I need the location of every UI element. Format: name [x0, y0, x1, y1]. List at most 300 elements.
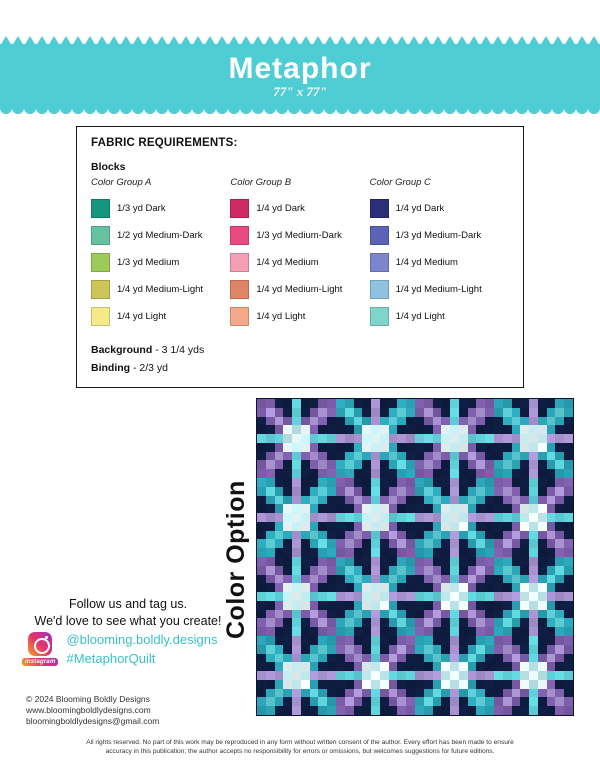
website-line[interactable]: www.bloomingboldlydesigns.com — [26, 705, 151, 715]
scallop-tooth — [120, 102, 132, 114]
quilt-patch — [512, 601, 521, 610]
quilt-patch — [485, 539, 494, 548]
quilt-patch — [397, 557, 406, 566]
quilt-patch — [275, 408, 284, 417]
quilt-patch — [336, 706, 345, 715]
quilt-patch — [494, 452, 503, 461]
quilt-patch — [512, 496, 521, 505]
quilt-patch — [301, 662, 310, 671]
quilt-patch — [538, 618, 547, 627]
quilt-patch — [450, 601, 459, 610]
quilt-patch — [503, 548, 512, 557]
quilt-patch — [415, 399, 424, 408]
quilt-patch — [433, 662, 442, 671]
scallop-tooth — [84, 102, 96, 114]
quilt-patch — [485, 399, 494, 408]
quilt-patch — [520, 689, 529, 698]
quilt-patch — [441, 654, 450, 663]
swatch-row — [370, 222, 509, 249]
quilt-patch — [371, 548, 380, 557]
scallop-tooth — [216, 102, 228, 114]
quilt-patch — [512, 539, 521, 548]
quilt-patch — [266, 531, 275, 540]
instagram-icon-group[interactable] — [22, 632, 58, 666]
quilt-patch — [354, 671, 363, 680]
quilt-patch — [345, 417, 354, 426]
quilt-patch — [529, 548, 538, 557]
quilt-patch — [485, 443, 494, 452]
quilt-patch — [450, 680, 459, 689]
quilt-patch — [450, 522, 459, 531]
quilt-patch — [354, 548, 363, 557]
quilt-patch — [318, 610, 327, 619]
quilt-patch — [380, 645, 389, 654]
quilt-patch — [336, 662, 345, 671]
quilt-patch — [459, 592, 468, 601]
quilt-patch — [327, 417, 336, 426]
quilt-patch — [459, 566, 468, 575]
quilt-patch — [336, 539, 345, 548]
quilt-patch — [318, 539, 327, 548]
quilt-patch — [459, 443, 468, 452]
rights-line-1: All rights reserved. No part of this work may be reproduced in any form without written consent of the author. Every effort has been made to ensure — [86, 739, 514, 746]
quilt-patch — [318, 680, 327, 689]
quilt-patch — [547, 408, 556, 417]
quilt-patch — [503, 654, 512, 663]
quilt-patch — [459, 434, 468, 443]
quilt-patch — [538, 487, 547, 496]
quilt-patch — [345, 399, 354, 408]
quilt-patch — [371, 706, 380, 715]
quilt-patch — [564, 478, 573, 487]
quilt-patch — [362, 601, 371, 610]
quilt-patch — [459, 504, 468, 513]
quilt-patch — [512, 557, 521, 566]
quilt-patch — [301, 487, 310, 496]
quilt-patch — [380, 610, 389, 619]
quilt-patch — [512, 443, 521, 452]
social-row[interactable] — [22, 632, 217, 666]
quilt-patch — [371, 618, 380, 627]
quilt-patch — [406, 618, 415, 627]
quilt-patch — [310, 478, 319, 487]
quilt-patch — [468, 680, 477, 689]
quilt-patch — [389, 469, 398, 478]
quilt-patch — [397, 417, 406, 426]
quilt-patch — [503, 522, 512, 531]
quilt-patch — [318, 417, 327, 426]
quilt-patch — [354, 522, 363, 531]
quilt-patch — [415, 513, 424, 522]
quilt-patch — [362, 645, 371, 654]
quilt-patch — [564, 443, 573, 452]
quilt-patch — [459, 425, 468, 434]
quilt-patch — [362, 452, 371, 461]
quilt-patch — [380, 548, 389, 557]
quilt-patch — [406, 531, 415, 540]
quilt-patch — [406, 575, 415, 584]
quilt-patch — [345, 610, 354, 619]
header-scallop-bottom — [0, 102, 600, 114]
binding-requirement — [91, 362, 509, 374]
quilt-patch — [520, 706, 529, 715]
quilt-patch — [283, 522, 292, 531]
quilt-patch — [476, 566, 485, 575]
quilt-patch — [538, 557, 547, 566]
quilt-patch — [538, 601, 547, 610]
quilt-patch — [520, 671, 529, 680]
quilt-patch — [459, 460, 468, 469]
quilt-patch — [476, 548, 485, 557]
quilt-patch — [275, 548, 284, 557]
quilt-patch — [468, 513, 477, 522]
quilt-patch — [292, 522, 301, 531]
quilt-patch — [494, 654, 503, 663]
scallop-tooth — [72, 102, 84, 114]
quilt-patch — [415, 487, 424, 496]
quilt-patch — [406, 671, 415, 680]
quilt-patch — [283, 557, 292, 566]
scallop-tooth — [0, 102, 12, 114]
quilt-patch — [362, 539, 371, 548]
quilt-patch — [441, 522, 450, 531]
quilt-patch — [310, 452, 319, 461]
quilt-patch — [520, 531, 529, 540]
instagram-handle[interactable]: @blooming.boldly.designs — [66, 632, 218, 647]
quilt-patch — [476, 592, 485, 601]
quilt-patch — [327, 548, 336, 557]
quilt-patch — [450, 496, 459, 505]
follow-text — [28, 596, 228, 630]
quilt-patch — [547, 417, 556, 426]
quilt-patch — [389, 645, 398, 654]
quilt-patch — [310, 460, 319, 469]
quilt-patch — [441, 645, 450, 654]
quilt-patch — [275, 539, 284, 548]
quilt-patch — [301, 610, 310, 619]
quilt-patch — [389, 636, 398, 645]
quilt-patch — [380, 531, 389, 540]
quilt-patch — [266, 557, 275, 566]
quilt-patch — [459, 417, 468, 426]
hashtag[interactable]: #MetaphorQuilt — [66, 651, 156, 666]
quilt-patch — [318, 601, 327, 610]
quilt-patch — [380, 706, 389, 715]
quilt-patch — [547, 478, 556, 487]
quilt-patch — [327, 460, 336, 469]
quilt-patch — [292, 689, 301, 698]
quilt-patch — [318, 460, 327, 469]
quilt-patch — [433, 522, 442, 531]
scallop-tooth — [456, 102, 468, 114]
quilt-patch — [433, 618, 442, 627]
quilt-patch — [424, 434, 433, 443]
quilt-patch — [345, 592, 354, 601]
quilt-patch — [389, 531, 398, 540]
quilt-patch — [310, 417, 319, 426]
scallop-tooth — [480, 102, 492, 114]
quilt-patch — [476, 478, 485, 487]
quilt-patch — [345, 496, 354, 505]
quilt-patch — [468, 443, 477, 452]
quilt-patch — [433, 496, 442, 505]
quilt-patch — [529, 478, 538, 487]
quilt-patch — [397, 618, 406, 627]
quilt-patch — [310, 469, 319, 478]
quilt-patch — [389, 583, 398, 592]
quilt-patch — [406, 478, 415, 487]
quilt-patch — [520, 513, 529, 522]
quilt-patch — [441, 443, 450, 452]
quilt-patch — [433, 592, 442, 601]
quilt-patch — [433, 452, 442, 461]
quilt-patch — [389, 496, 398, 505]
social-handles[interactable] — [66, 632, 217, 666]
quilt-patch — [415, 654, 424, 663]
quilt-patch — [485, 575, 494, 584]
quilt-patch — [476, 583, 485, 592]
quilt-patch — [371, 478, 380, 487]
quilt-patch — [380, 618, 389, 627]
quilt-patch — [529, 654, 538, 663]
quilt-patch — [275, 452, 284, 461]
quilt-patch — [406, 469, 415, 478]
quilt-patch — [362, 408, 371, 417]
quilt-patch — [485, 610, 494, 619]
quilt-patch — [371, 689, 380, 698]
quilt-patch — [441, 592, 450, 601]
quilt-patch — [503, 460, 512, 469]
quilt-patch — [397, 662, 406, 671]
quilt-patch — [345, 557, 354, 566]
quilt-patch — [406, 408, 415, 417]
quilt-patch — [397, 645, 406, 654]
quilt-patch — [485, 504, 494, 513]
quilt-patch — [397, 697, 406, 706]
quilt-patch — [283, 399, 292, 408]
quilt-patch — [301, 627, 310, 636]
swatch-label: 1/3 yd Medium — [117, 257, 180, 268]
quilt-patch — [459, 399, 468, 408]
quilt-patch — [485, 636, 494, 645]
quilt-patch — [406, 654, 415, 663]
quilt-patch — [283, 618, 292, 627]
quilt-patch — [389, 522, 398, 531]
quilt-patch — [380, 575, 389, 584]
quilt-patch — [529, 618, 538, 627]
quilt-patch — [485, 513, 494, 522]
scallop-tooth — [588, 102, 600, 114]
quilt-patch — [406, 443, 415, 452]
quilt-patch — [476, 399, 485, 408]
quilt-patch — [555, 575, 564, 584]
quilt-patch — [468, 548, 477, 557]
quilt-patch — [371, 654, 380, 663]
quilt-patch — [354, 460, 363, 469]
swatch-label: 1/3 yd Medium-Dark — [256, 230, 342, 241]
quilt-patch — [564, 460, 573, 469]
quilt-patch — [257, 557, 266, 566]
quilt-patch — [275, 487, 284, 496]
quilt-patch — [292, 618, 301, 627]
quilt-patch — [362, 662, 371, 671]
quilt-patch — [354, 618, 363, 627]
quilt-patch — [538, 478, 547, 487]
quilt-patch — [424, 408, 433, 417]
quilt-patch — [345, 548, 354, 557]
instagram-icon[interactable] — [28, 632, 52, 656]
scallop-tooth — [324, 102, 336, 114]
quilt-patch — [406, 706, 415, 715]
quilt-patch — [459, 575, 468, 584]
quilt-patch — [257, 654, 266, 663]
quilt-patch — [529, 697, 538, 706]
quilt-patch — [564, 636, 573, 645]
quilt-patch — [529, 408, 538, 417]
color-groups — [91, 177, 509, 330]
quilt-patch — [380, 636, 389, 645]
quilt-patch — [345, 575, 354, 584]
quilt-patch — [441, 610, 450, 619]
quilt-patch — [336, 478, 345, 487]
quilt-patch — [354, 636, 363, 645]
quilt-patch — [266, 654, 275, 663]
quilt-patch — [354, 662, 363, 671]
quilt-patch — [389, 452, 398, 461]
quilt-patch — [538, 496, 547, 505]
quilt-patch — [266, 601, 275, 610]
quilt-patch — [468, 566, 477, 575]
quilt-patch — [406, 522, 415, 531]
quilt-patch — [301, 539, 310, 548]
quilt-patch — [310, 689, 319, 698]
quilt-patch — [520, 408, 529, 417]
quilt-patch — [354, 478, 363, 487]
quilt-patch — [538, 531, 547, 540]
quilt-patch — [441, 460, 450, 469]
quilt-patch — [555, 513, 564, 522]
quilt-patch — [494, 662, 503, 671]
quilt-patch — [345, 618, 354, 627]
quilt-patch — [327, 697, 336, 706]
quilt-patch — [380, 539, 389, 548]
quilt-patch — [459, 487, 468, 496]
fabric-swatch — [370, 307, 389, 326]
quilt-patch — [538, 452, 547, 461]
quilt-patch — [441, 452, 450, 461]
quilt-patch — [415, 539, 424, 548]
quilt-patch — [476, 662, 485, 671]
quilt-patch — [380, 671, 389, 680]
quilt-patch — [547, 522, 556, 531]
quilt-patch — [415, 583, 424, 592]
quilt-patch — [538, 522, 547, 531]
quilt-patch — [520, 557, 529, 566]
quilt-patch — [310, 618, 319, 627]
quilt-patch — [512, 610, 521, 619]
quilt-patch — [547, 627, 556, 636]
quilt-patch — [555, 531, 564, 540]
quilt-patch — [503, 680, 512, 689]
fabric-swatch — [91, 199, 110, 218]
quilt-patch — [397, 654, 406, 663]
scallop-tooth — [60, 102, 72, 114]
quilt-patch — [415, 575, 424, 584]
quilt-patch — [380, 443, 389, 452]
quilt-patch — [494, 417, 503, 426]
quilt-patch — [564, 662, 573, 671]
quilt-patch — [292, 504, 301, 513]
quilt-patch — [564, 434, 573, 443]
scallop-tooth — [504, 102, 516, 114]
quilt-patch — [520, 583, 529, 592]
quilt-patch — [415, 697, 424, 706]
quilt-patch — [318, 399, 327, 408]
quilt-patch — [494, 645, 503, 654]
quilt-patch — [292, 539, 301, 548]
quilt-patch — [441, 417, 450, 426]
quilt-patch — [389, 487, 398, 496]
quilt-patch — [415, 434, 424, 443]
quilt-patch — [450, 592, 459, 601]
quilt-patch — [310, 557, 319, 566]
quilt-patch — [292, 417, 301, 426]
quilt-patch — [424, 460, 433, 469]
quilt-patch — [283, 636, 292, 645]
quilt-patch — [450, 452, 459, 461]
quilt-patch — [494, 566, 503, 575]
quilt-patch — [547, 443, 556, 452]
quilt-patch — [538, 671, 547, 680]
quilt-patch — [476, 680, 485, 689]
quilt-patch — [397, 601, 406, 610]
swatch-label: 1/3 yd Dark — [117, 203, 166, 214]
quilt-patch — [380, 557, 389, 566]
quilt-patch — [564, 399, 573, 408]
quilt-patch — [301, 575, 310, 584]
scallop-tooth — [192, 102, 204, 114]
quilt-patch — [494, 443, 503, 452]
quilt-patch — [380, 583, 389, 592]
quilt-patch — [406, 487, 415, 496]
quilt-patch — [336, 496, 345, 505]
email-line[interactable]: bloomingboldlydesigns@gmail.com — [26, 716, 160, 726]
quilt-patch — [529, 627, 538, 636]
swatch-row — [370, 249, 509, 276]
quilt-patch — [354, 425, 363, 434]
quilt-patch — [503, 443, 512, 452]
swatch-label: 1/4 yd Medium — [256, 257, 319, 268]
quilt-patch — [336, 434, 345, 443]
quilt-size: 77" x 77" — [273, 84, 327, 99]
quilt-patch — [283, 425, 292, 434]
quilt-patch — [547, 566, 556, 575]
quilt-patch — [354, 697, 363, 706]
quilt-patch — [424, 680, 433, 689]
quilt-patch — [555, 636, 564, 645]
quilt-patch — [520, 417, 529, 426]
swatch-row — [91, 222, 230, 249]
quilt-patch — [389, 680, 398, 689]
quilt-patch — [433, 487, 442, 496]
quilt-patch — [468, 487, 477, 496]
quilt-patch — [301, 557, 310, 566]
quilt-patch — [485, 531, 494, 540]
quilt-patch — [512, 487, 521, 496]
quilt-patch — [354, 645, 363, 654]
rights-line-2: accuracy in this publication; the author accepts no responsibility for errors or omissions, but welcomes suggestions for future editions. — [105, 748, 495, 755]
quilt-patch — [336, 548, 345, 557]
